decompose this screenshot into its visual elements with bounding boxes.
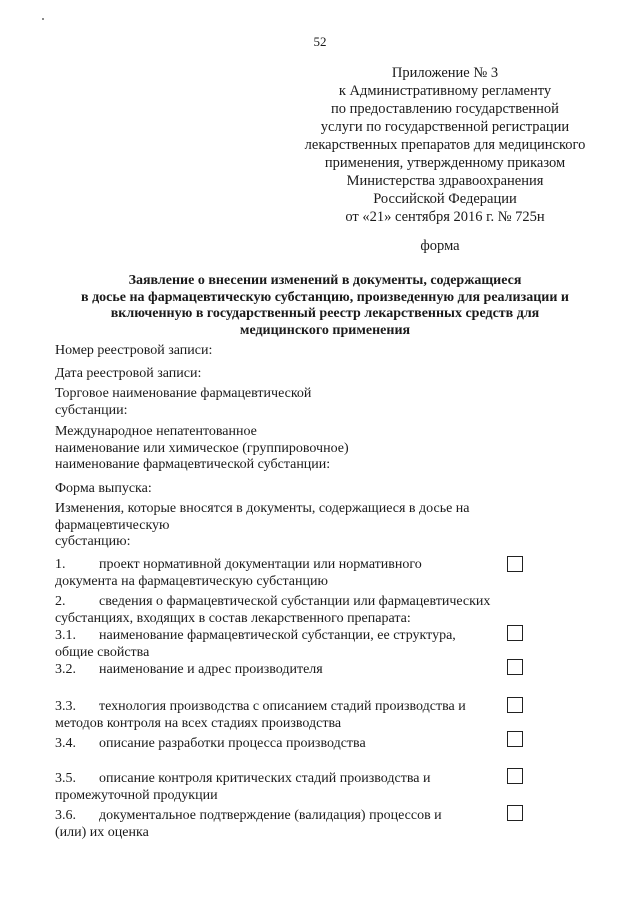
item-text-cont: методов контроля на всех стадиях производства xyxy=(55,715,342,731)
item-text: проект нормативной документации или нормативного xyxy=(99,557,422,572)
intro-line: Изменения, которые вносятся в документы, содержащиеся в досье на xyxy=(55,501,470,516)
change-item-2 xyxy=(55,594,490,627)
appendix-line: к Административному регламенту xyxy=(338,83,552,99)
change-item-3-6 xyxy=(55,808,442,841)
changes-intro xyxy=(55,501,470,551)
intro-line: субстанцию: xyxy=(55,534,131,549)
item-text: описание разработки процесса производства xyxy=(99,736,366,751)
intro-line: фармацевтическую xyxy=(55,517,170,533)
change-item-3-2 xyxy=(55,662,323,679)
item-text-cont: общие свойства xyxy=(55,644,150,660)
change-item-1 xyxy=(55,557,422,590)
appendix-line: услуги по государственной регистрации xyxy=(320,119,570,135)
appendix-line: от «21» сентября 2016 г. № 725н xyxy=(345,209,545,225)
checkbox-item-1[interactable] xyxy=(507,556,523,572)
checkbox-item-3-1[interactable] xyxy=(507,625,523,641)
appendix-line: по предоставлению государственной xyxy=(331,101,559,117)
appendix-line: Приложение № 3 xyxy=(391,65,499,81)
change-item-3-3 xyxy=(55,699,466,732)
change-item-3-1 xyxy=(55,628,456,661)
checkbox-item-3-4[interactable] xyxy=(507,731,523,747)
checkbox-item-3-5[interactable] xyxy=(507,768,523,784)
scan-speck xyxy=(42,18,44,20)
change-item-3-4 xyxy=(55,736,366,753)
release-form-field[interactable]: Форма выпуска: xyxy=(55,481,152,496)
inn-field[interactable] xyxy=(55,424,349,474)
field-label-line: субстанции: xyxy=(55,402,128,418)
item-text: сведения о фармацевтической субстанции или фармацевтических xyxy=(99,594,491,609)
item-number: 3.4. xyxy=(55,736,76,751)
field-label-line: наименование фармацевтической субстанции: xyxy=(55,457,331,472)
appendix-header xyxy=(280,64,610,226)
item-text: документальное подтверждение (валидация) процессов и xyxy=(99,808,442,823)
item-number: 3.5. xyxy=(55,771,76,786)
checkbox-item-3-2[interactable] xyxy=(507,659,523,675)
checkbox-item-3-6[interactable] xyxy=(507,805,523,821)
trade-name-field[interactable] xyxy=(55,386,311,419)
document-title xyxy=(40,273,610,339)
appendix-line: лекарственных препаратов для медицинского xyxy=(304,137,586,153)
item-text-cont: (или) их оценка xyxy=(55,824,149,840)
title-line: медицинского применения xyxy=(239,322,411,338)
field-label-line: Международное непатентованное xyxy=(55,424,257,439)
title-line: включенную в государственный реестр лекарственных средств для xyxy=(110,306,540,321)
item-text: описание контроля критических стадий производства и xyxy=(99,771,431,786)
checkbox-item-3-3[interactable] xyxy=(507,697,523,713)
field-label-line: наименование или химическое (группировочное) xyxy=(55,440,349,456)
item-text: технология производства с описанием стадий производства и xyxy=(99,699,466,714)
item-number: 2. xyxy=(55,594,66,609)
title-line: Заявление о внесении изменений в документы, содержащиеся xyxy=(128,273,522,288)
change-item-3-5 xyxy=(55,771,430,804)
item-text: наименование фармацевтической субстанции, ее структура, xyxy=(99,628,456,643)
item-number: 3.6. xyxy=(55,808,76,823)
appendix-line: Российской Федерации xyxy=(373,191,517,207)
item-text: наименование и адрес производителя xyxy=(99,662,323,677)
item-number: 3.2. xyxy=(55,662,76,677)
item-text-cont: промежуточной продукции xyxy=(55,787,218,803)
item-text-cont: субстанциях, входящих в состав лекарственного препарата: xyxy=(55,610,411,626)
appendix-line: Министерства здравоохранения xyxy=(346,173,544,189)
field-label-line: Торговое наименование фармацевтической xyxy=(55,386,312,401)
item-number: 3.3. xyxy=(55,699,76,714)
item-number: 1. xyxy=(55,557,66,572)
title-line: в досье на фармацевтическую субстанцию, произведенную для реализации и xyxy=(81,289,569,305)
item-text-cont: документа на фармацевтическую субстанцию xyxy=(55,573,328,589)
registry-number-field[interactable]: Номер реестровой записи: xyxy=(55,343,213,358)
form-label: форма xyxy=(420,238,460,254)
item-number: 3.1. xyxy=(55,628,76,643)
appendix-line: применения, утвержденному приказом xyxy=(324,155,566,171)
page-number: 52 xyxy=(313,34,327,49)
registry-date-field[interactable]: Дата реестровой записи: xyxy=(55,366,202,381)
